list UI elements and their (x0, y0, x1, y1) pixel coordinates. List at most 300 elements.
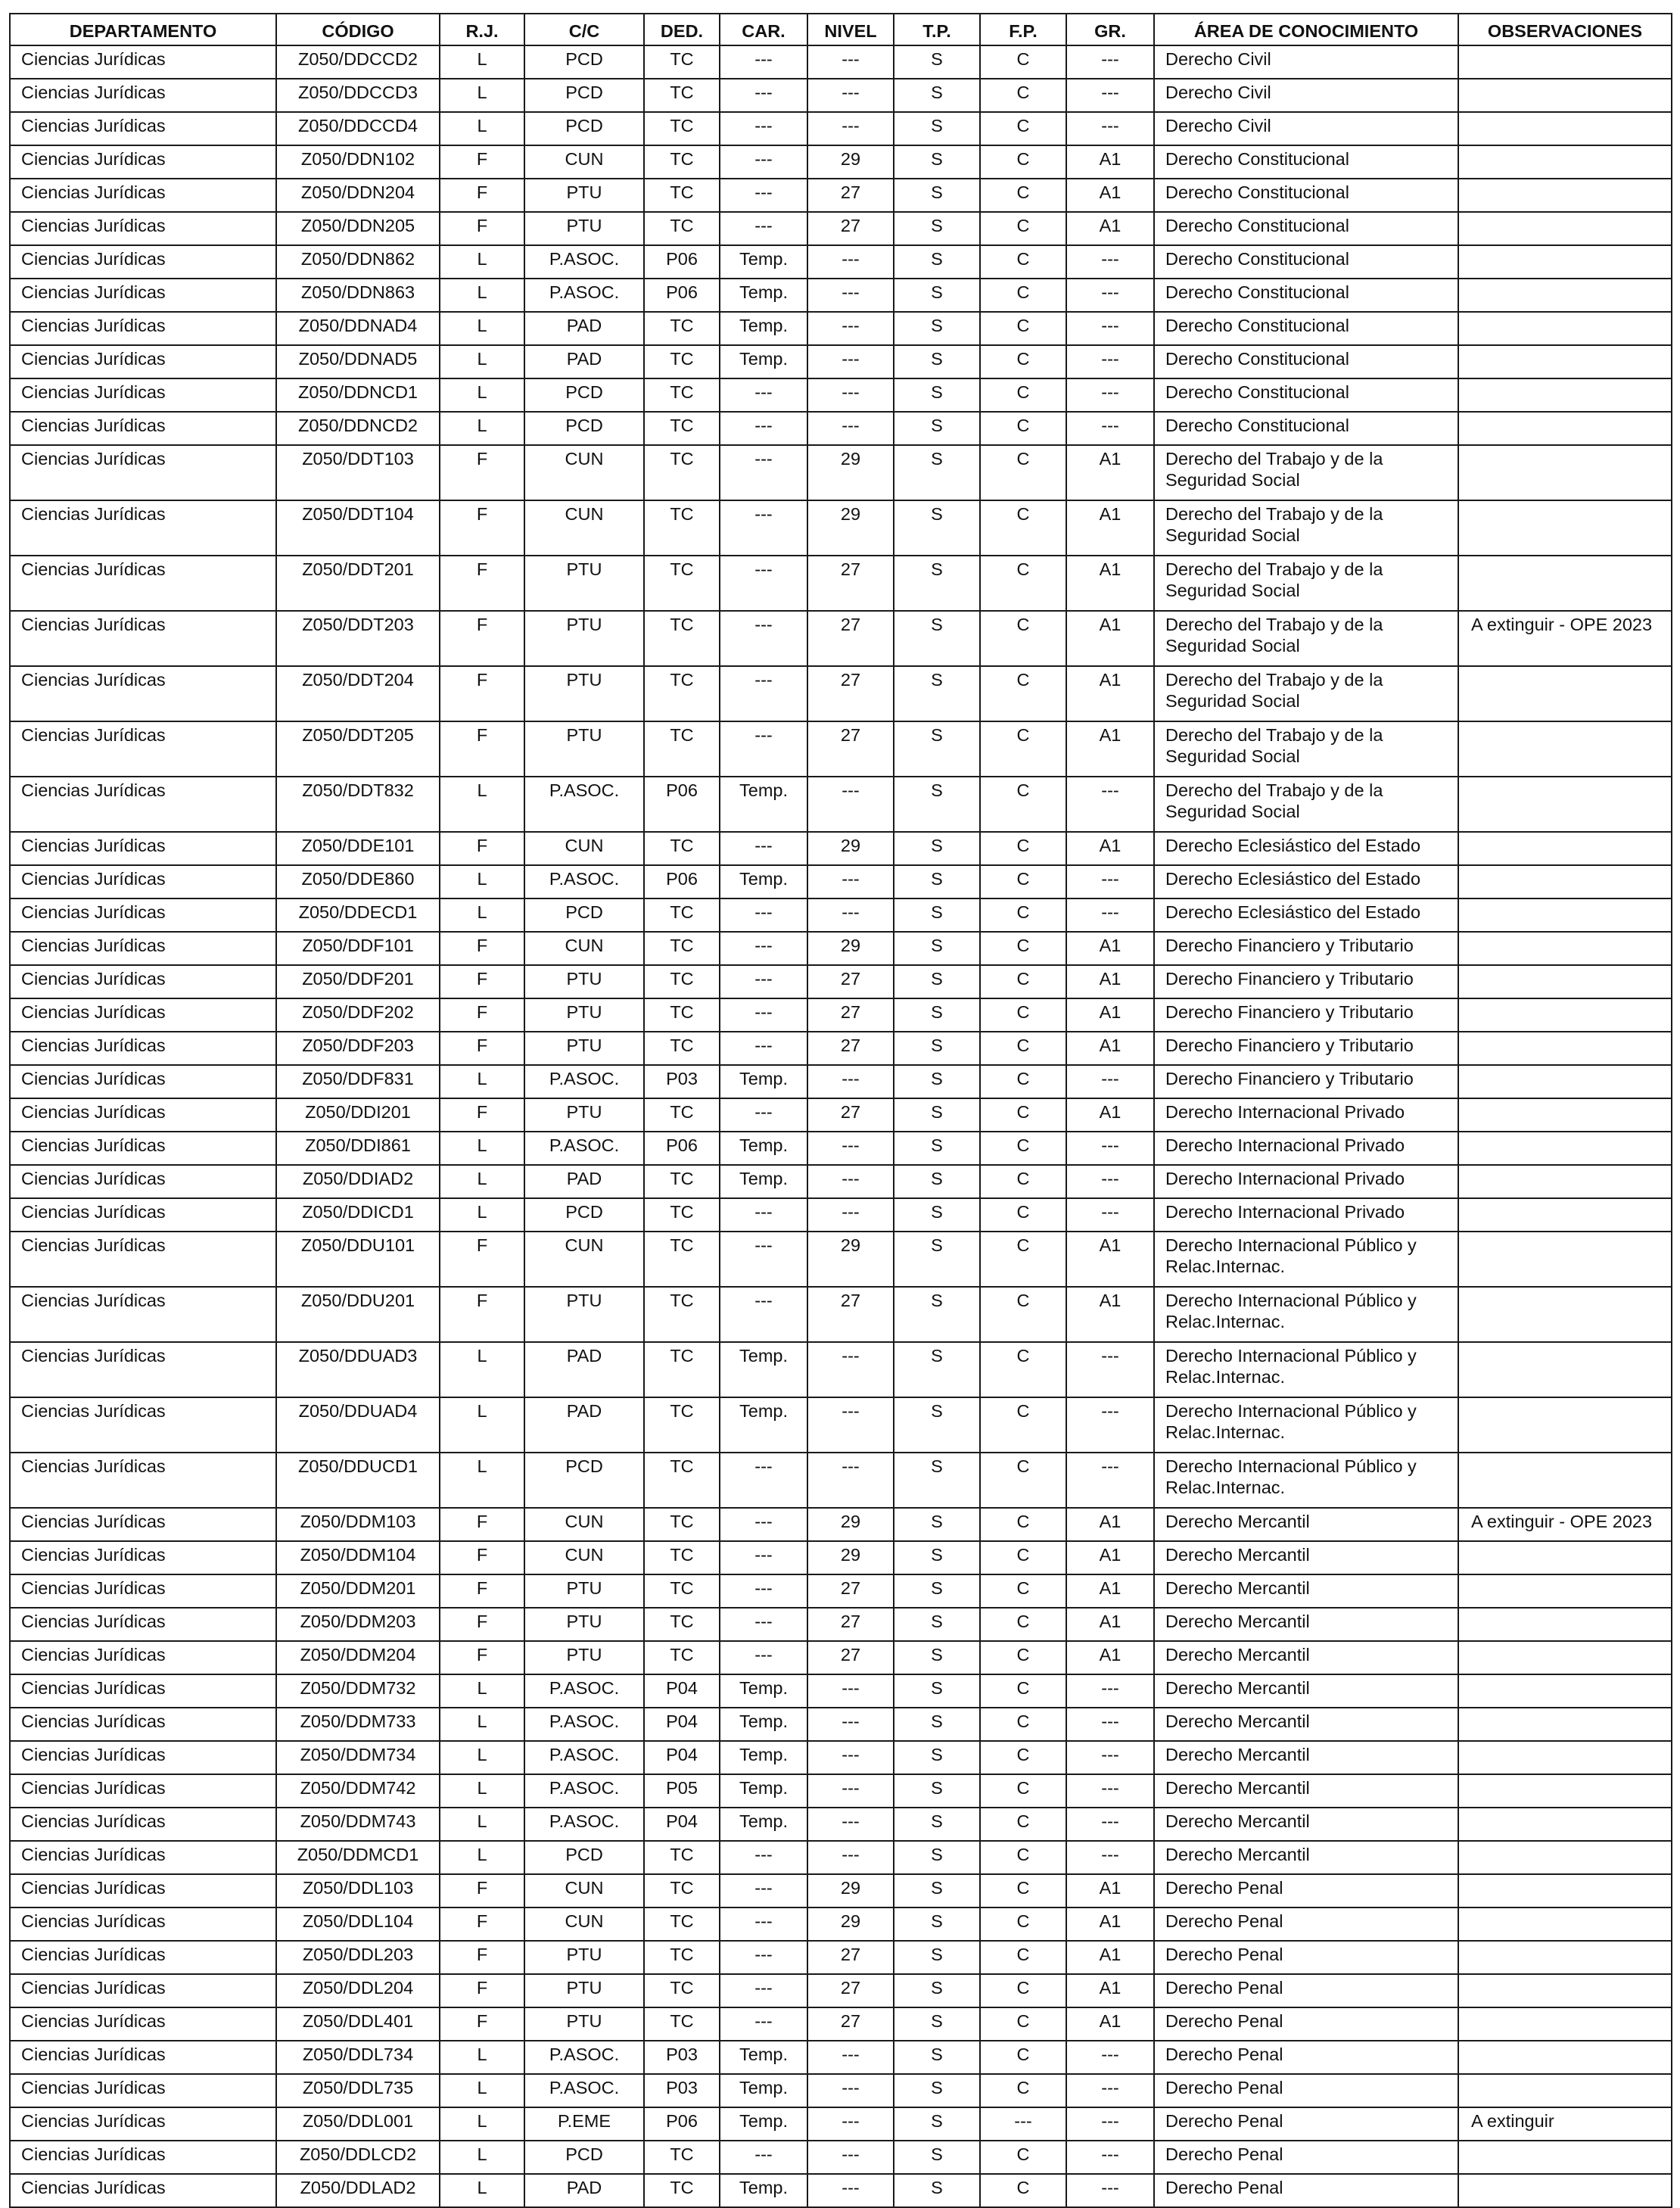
table-row (10, 1508, 1672, 1541)
col-header-gr: GR. (1066, 14, 1154, 45)
cell-codigo: Z050/DDUCD1 (276, 1453, 440, 1508)
cell-rj: F (440, 1974, 524, 2007)
cell-car: --- (720, 932, 807, 965)
table-row (10, 1198, 1672, 1232)
cell-observaciones (1458, 79, 1672, 112)
cell-codigo: Z050/DDL735 (276, 2074, 440, 2107)
cell-area: Derecho Constitucional (1154, 145, 1458, 179)
cell-fp: C (980, 1287, 1066, 1342)
cell-departamento: Ciencias Jurídicas (10, 1065, 276, 1098)
cell-cc: PCD (524, 2141, 644, 2174)
cell-codigo: Z050/DDE101 (276, 832, 440, 865)
cell-nivel: --- (807, 1841, 894, 1874)
cell-area: Derecho Constitucional (1154, 345, 1458, 378)
cell-tp: S (894, 1032, 980, 1065)
cell-cc: P.ASOC. (524, 865, 644, 898)
cell-codigo: Z050/DDM204 (276, 1641, 440, 1674)
cell-ded: TC (644, 1641, 720, 1674)
table-row (10, 1874, 1672, 1907)
col-header-tp: T.P. (894, 14, 980, 45)
cell-cc: PTU (524, 1941, 644, 1974)
table-row (10, 1941, 1672, 1974)
cell-ded: TC (644, 1974, 720, 2007)
table-row (10, 112, 1672, 145)
cell-car: --- (720, 1198, 807, 1232)
cell-fp: C (980, 1541, 1066, 1574)
cell-cc: PTU (524, 212, 644, 245)
cell-observaciones (1458, 721, 1672, 777)
cell-rj: L (440, 2041, 524, 2074)
cell-codigo: Z050/DDT103 (276, 445, 440, 500)
cell-gr: --- (1066, 378, 1154, 412)
cell-tp: S (894, 1574, 980, 1608)
cell-fp: C (980, 378, 1066, 412)
cell-gr: A1 (1066, 1974, 1154, 2007)
cell-fp: C (980, 2007, 1066, 2041)
cell-ded: P06 (644, 245, 720, 279)
cell-observaciones (1458, 1674, 1672, 1708)
table-row (10, 2007, 1672, 2041)
cell-gr: A1 (1066, 212, 1154, 245)
cell-fp: C (980, 721, 1066, 777)
cell-tp: S (894, 1907, 980, 1941)
cell-fp: C (980, 179, 1066, 212)
cell-cc: PTU (524, 1608, 644, 1641)
cell-gr: --- (1066, 1453, 1154, 1508)
cell-car: --- (720, 2141, 807, 2174)
cell-area: Derecho Civil (1154, 79, 1458, 112)
cell-observaciones (1458, 777, 1672, 832)
cell-fp: C (980, 666, 1066, 721)
cell-fp: C (980, 500, 1066, 556)
cell-area: Derecho Eclesiástico del Estado (1154, 898, 1458, 932)
table-row (10, 1397, 1672, 1453)
cell-codigo: Z050/DDU201 (276, 1287, 440, 1342)
cell-gr: --- (1066, 412, 1154, 445)
cell-observaciones (1458, 1132, 1672, 1165)
cell-rj: F (440, 1032, 524, 1065)
cell-departamento: Ciencias Jurídicas (10, 2107, 276, 2141)
cell-codigo: Z050/DDECD1 (276, 898, 440, 932)
cell-rj: F (440, 145, 524, 179)
cell-cc: PTU (524, 1098, 644, 1132)
cell-observaciones (1458, 412, 1672, 445)
cell-gr: --- (1066, 777, 1154, 832)
cell-fp: C (980, 445, 1066, 500)
cell-car: --- (720, 832, 807, 865)
cell-departamento: Ciencias Jurídicas (10, 45, 276, 79)
cell-tp: S (894, 1508, 980, 1541)
cell-cc: P.ASOC. (524, 245, 644, 279)
cell-observaciones (1458, 832, 1672, 865)
cell-ded: TC (644, 898, 720, 932)
cell-gr: A1 (1066, 1874, 1154, 1907)
cell-observaciones (1458, 1974, 1672, 2007)
cell-observaciones (1458, 45, 1672, 79)
cell-departamento: Ciencias Jurídicas (10, 2174, 276, 2207)
cell-codigo: Z050/DDL401 (276, 2007, 440, 2041)
cell-cc: P.ASOC. (524, 279, 644, 312)
cell-departamento: Ciencias Jurídicas (10, 500, 276, 556)
cell-observaciones (1458, 500, 1672, 556)
cell-cc: CUN (524, 932, 644, 965)
cell-tp: S (894, 832, 980, 865)
cell-cc: PTU (524, 179, 644, 212)
cell-observaciones (1458, 1198, 1672, 1232)
cell-departamento: Ciencias Jurídicas (10, 2141, 276, 2174)
cell-tp: S (894, 1132, 980, 1165)
table-row (10, 1841, 1672, 1874)
table-row (10, 865, 1672, 898)
cell-cc: PTU (524, 721, 644, 777)
cell-cc: PAD (524, 2174, 644, 2207)
cell-cc: P.ASOC. (524, 2041, 644, 2074)
cell-departamento: Ciencias Jurídicas (10, 79, 276, 112)
cell-departamento: Ciencias Jurídicas (10, 1974, 276, 2007)
cell-fp: C (980, 865, 1066, 898)
cell-departamento: Ciencias Jurídicas (10, 1032, 276, 1065)
cell-tp: S (894, 1941, 980, 1974)
cell-nivel: 27 (807, 611, 894, 666)
cell-area: Derecho del Trabajo y de la Seguridad Social (1154, 556, 1458, 611)
cell-cc: PAD (524, 1165, 644, 1198)
cell-fp: C (980, 312, 1066, 345)
cell-nivel: --- (807, 345, 894, 378)
cell-departamento: Ciencias Jurídicas (10, 965, 276, 998)
cell-gr: A1 (1066, 666, 1154, 721)
cell-fp: C (980, 79, 1066, 112)
cell-tp: S (894, 932, 980, 965)
cell-rj: F (440, 1941, 524, 1974)
cell-car: Temp. (720, 1342, 807, 1397)
cell-nivel: 27 (807, 1974, 894, 2007)
cell-rj: L (440, 1342, 524, 1397)
cell-tp: S (894, 1874, 980, 1907)
cell-gr: --- (1066, 1708, 1154, 1741)
cell-nivel: --- (807, 2041, 894, 2074)
cell-departamento: Ciencias Jurídicas (10, 1453, 276, 1508)
cell-departamento: Ciencias Jurídicas (10, 145, 276, 179)
cell-observaciones (1458, 1874, 1672, 1907)
cell-fp: C (980, 345, 1066, 378)
cell-gr: --- (1066, 1808, 1154, 1841)
cell-area: Derecho Constitucional (1154, 412, 1458, 445)
cell-observaciones (1458, 2041, 1672, 2074)
cell-tp: S (894, 1453, 980, 1508)
cell-fp: C (980, 1608, 1066, 1641)
table-row (10, 1708, 1672, 1741)
table-row (10, 556, 1672, 611)
cell-rj: L (440, 898, 524, 932)
cell-observaciones (1458, 1641, 1672, 1674)
cell-tp: S (894, 1708, 980, 1741)
cell-nivel: --- (807, 1708, 894, 1741)
cell-codigo: Z050/DDF203 (276, 1032, 440, 1065)
cell-car: --- (720, 721, 807, 777)
cell-rj: L (440, 1708, 524, 1741)
cell-tp: S (894, 556, 980, 611)
cell-gr: --- (1066, 245, 1154, 279)
cell-area: Derecho Internacional Privado (1154, 1132, 1458, 1165)
cell-observaciones (1458, 1941, 1672, 1974)
cell-codigo: Z050/DDI201 (276, 1098, 440, 1132)
cell-departamento: Ciencias Jurídicas (10, 1741, 276, 1774)
cell-fp: C (980, 965, 1066, 998)
cell-tp: S (894, 1342, 980, 1397)
cell-gr: A1 (1066, 1907, 1154, 1941)
cell-car: --- (720, 556, 807, 611)
cell-fp: C (980, 1198, 1066, 1232)
cell-ded: TC (644, 2141, 720, 2174)
col-header-observaciones: OBSERVACIONES (1458, 14, 1672, 45)
table-row (10, 965, 1672, 998)
cell-rj: L (440, 2174, 524, 2207)
cell-codigo: Z050/DDT205 (276, 721, 440, 777)
cell-cc: P.ASOC. (524, 1674, 644, 1708)
cell-cc: PCD (524, 1198, 644, 1232)
cell-nivel: --- (807, 1397, 894, 1453)
cell-ded: P06 (644, 1132, 720, 1165)
cell-rj: F (440, 1874, 524, 1907)
cell-rj: L (440, 1165, 524, 1198)
cell-gr: A1 (1066, 445, 1154, 500)
cell-observaciones (1458, 1098, 1672, 1132)
cell-nivel: --- (807, 79, 894, 112)
cell-codigo: Z050/DDF831 (276, 1065, 440, 1098)
cell-ded: TC (644, 1907, 720, 1941)
cell-observaciones (1458, 556, 1672, 611)
cell-observaciones (1458, 1165, 1672, 1198)
cell-codigo: Z050/DDM201 (276, 1574, 440, 1608)
cell-area: Derecho Mercantil (1154, 1574, 1458, 1608)
cell-tp: S (894, 1841, 980, 1874)
table-row (10, 1342, 1672, 1397)
cell-codigo: Z050/DDNCD2 (276, 412, 440, 445)
cell-cc: CUN (524, 1232, 644, 1287)
cell-observaciones (1458, 898, 1672, 932)
cell-car: --- (720, 1941, 807, 1974)
cell-car: Temp. (720, 1065, 807, 1098)
cell-gr: --- (1066, 79, 1154, 112)
cell-car: --- (720, 112, 807, 145)
cell-area: Derecho Mercantil (1154, 1741, 1458, 1774)
cell-gr: --- (1066, 2074, 1154, 2107)
cell-ded: TC (644, 1098, 720, 1132)
cell-rj: F (440, 666, 524, 721)
cell-codigo: Z050/DDL734 (276, 2041, 440, 2074)
col-header-car: CAR. (720, 14, 807, 45)
cell-codigo: Z050/DDL104 (276, 1907, 440, 1941)
col-header-area: ÁREA DE CONOCIMIENTO (1154, 14, 1458, 45)
cell-rj: F (440, 1641, 524, 1674)
cell-rj: F (440, 832, 524, 865)
table-row (10, 832, 1672, 865)
cell-ded: TC (644, 378, 720, 412)
cell-observaciones (1458, 1541, 1672, 1574)
cell-codigo: Z050/DDN205 (276, 212, 440, 245)
cell-tp: S (894, 145, 980, 179)
cell-fp: C (980, 1098, 1066, 1132)
cell-ded: TC (644, 1232, 720, 1287)
cell-gr: --- (1066, 1165, 1154, 1198)
cell-nivel: --- (807, 245, 894, 279)
cell-gr: A1 (1066, 965, 1154, 998)
cell-car: --- (720, 378, 807, 412)
cell-tp: S (894, 412, 980, 445)
cell-rj: L (440, 2074, 524, 2107)
table-row (10, 412, 1672, 445)
cell-observaciones (1458, 1708, 1672, 1741)
table-row (10, 1674, 1672, 1708)
cell-codigo: Z050/DDUAD3 (276, 1342, 440, 1397)
table-row (10, 1065, 1672, 1098)
cell-area: Derecho Constitucional (1154, 279, 1458, 312)
cell-area: Derecho del Trabajo y de la Seguridad Social (1154, 721, 1458, 777)
cell-gr: --- (1066, 2174, 1154, 2207)
cell-ded: TC (644, 112, 720, 145)
cell-departamento: Ciencias Jurídicas (10, 378, 276, 412)
cell-tp: S (894, 1232, 980, 1287)
cell-ded: TC (644, 1841, 720, 1874)
cell-rj: L (440, 1132, 524, 1165)
cell-nivel: --- (807, 1198, 894, 1232)
cell-rj: L (440, 245, 524, 279)
cell-ded: TC (644, 721, 720, 777)
cell-fp: C (980, 1032, 1066, 1065)
cell-tp: S (894, 1608, 980, 1641)
cell-nivel: --- (807, 1165, 894, 1198)
cell-car: Temp. (720, 1674, 807, 1708)
cell-area: Derecho Financiero y Tributario (1154, 932, 1458, 965)
cell-codigo: Z050/DDT203 (276, 611, 440, 666)
cell-tp: S (894, 721, 980, 777)
cell-codigo: Z050/DDN863 (276, 279, 440, 312)
cell-fp: C (980, 1874, 1066, 1907)
cell-tp: S (894, 212, 980, 245)
table-row (10, 45, 1672, 79)
cell-ded: TC (644, 500, 720, 556)
table-row (10, 2041, 1672, 2074)
cell-tp: S (894, 898, 980, 932)
table-row (10, 1907, 1672, 1941)
cell-car: --- (720, 1608, 807, 1641)
cell-rj: L (440, 1065, 524, 1098)
cell-observaciones (1458, 1342, 1672, 1397)
cell-gr: A1 (1066, 500, 1154, 556)
cell-ded: TC (644, 1165, 720, 1198)
cell-observaciones (1458, 998, 1672, 1032)
cell-ded: TC (644, 666, 720, 721)
cell-car: Temp. (720, 2107, 807, 2141)
cell-departamento: Ciencias Jurídicas (10, 212, 276, 245)
cell-area: Derecho Eclesiástico del Estado (1154, 832, 1458, 865)
cell-ded: P04 (644, 1674, 720, 1708)
cell-rj: L (440, 378, 524, 412)
cell-area: Derecho Penal (1154, 1907, 1458, 1941)
table-row (10, 998, 1672, 1032)
col-header-nivel: NIVEL (807, 14, 894, 45)
cell-codigo: Z050/DDNCD1 (276, 378, 440, 412)
table-row (10, 79, 1672, 112)
cell-fp: C (980, 1508, 1066, 1541)
cell-ded: TC (644, 1941, 720, 1974)
cell-area: Derecho Financiero y Tributario (1154, 1065, 1458, 1098)
cell-rj: F (440, 932, 524, 965)
cell-rj: F (440, 500, 524, 556)
cell-area: Derecho Financiero y Tributario (1154, 998, 1458, 1032)
cell-observaciones (1458, 1287, 1672, 1342)
cell-observaciones (1458, 2007, 1672, 2041)
cell-rj: L (440, 1397, 524, 1453)
cell-tp: S (894, 1674, 980, 1708)
cell-area: Derecho Penal (1154, 1974, 1458, 2007)
cell-departamento: Ciencias Jurídicas (10, 1641, 276, 1674)
cell-tp: S (894, 1198, 980, 1232)
cell-rj: L (440, 1453, 524, 1508)
cell-cc: P.ASOC. (524, 1708, 644, 1741)
cell-cc: PAD (524, 345, 644, 378)
cell-nivel: 27 (807, 1032, 894, 1065)
cell-rj: F (440, 2007, 524, 2041)
cell-gr: --- (1066, 1065, 1154, 1098)
cell-gr: A1 (1066, 832, 1154, 865)
cell-nivel: 29 (807, 832, 894, 865)
cell-fp: C (980, 1342, 1066, 1397)
cell-rj: F (440, 611, 524, 666)
cell-fp: C (980, 279, 1066, 312)
cell-tp: S (894, 500, 980, 556)
cell-departamento: Ciencias Jurídicas (10, 312, 276, 345)
cell-tp: S (894, 2041, 980, 2074)
cell-cc: PTU (524, 998, 644, 1032)
cell-rj: L (440, 1198, 524, 1232)
cell-fp: C (980, 1907, 1066, 1941)
cell-fp: C (980, 1941, 1066, 1974)
cell-car: --- (720, 445, 807, 500)
cell-codigo: Z050/DDU101 (276, 1232, 440, 1287)
cell-observaciones (1458, 965, 1672, 998)
cell-nivel: --- (807, 112, 894, 145)
cell-cc: CUN (524, 1508, 644, 1541)
cell-codigo: Z050/DDL203 (276, 1941, 440, 1974)
cell-codigo: Z050/DDT204 (276, 666, 440, 721)
cell-codigo: Z050/DDF202 (276, 998, 440, 1032)
cell-nivel: 29 (807, 1874, 894, 1907)
cell-car: Temp. (720, 279, 807, 312)
cell-fp: C (980, 1065, 1066, 1098)
table-row (10, 1032, 1672, 1065)
cell-area: Derecho Penal (1154, 1941, 1458, 1974)
cell-area: Derecho Internacional Público y Relac.Internac. (1154, 1342, 1458, 1397)
cell-area: Derecho Internacional Público y Relac.Internac. (1154, 1232, 1458, 1287)
cell-tp: S (894, 666, 980, 721)
cell-nivel: --- (807, 378, 894, 412)
cell-nivel: --- (807, 1741, 894, 1774)
cell-codigo: Z050/DDF201 (276, 965, 440, 998)
table-row (10, 378, 1672, 412)
cell-tp: S (894, 2141, 980, 2174)
cell-fp: C (980, 1708, 1066, 1741)
table-row (10, 279, 1672, 312)
cell-car: Temp. (720, 865, 807, 898)
cell-cc: PTU (524, 611, 644, 666)
cell-rj: F (440, 721, 524, 777)
cell-observaciones (1458, 1841, 1672, 1874)
cell-nivel: 27 (807, 1574, 894, 1608)
cell-car: --- (720, 212, 807, 245)
cell-tp: S (894, 2074, 980, 2107)
cell-area: Derecho Internacional Público y Relac.Internac. (1154, 1397, 1458, 1453)
